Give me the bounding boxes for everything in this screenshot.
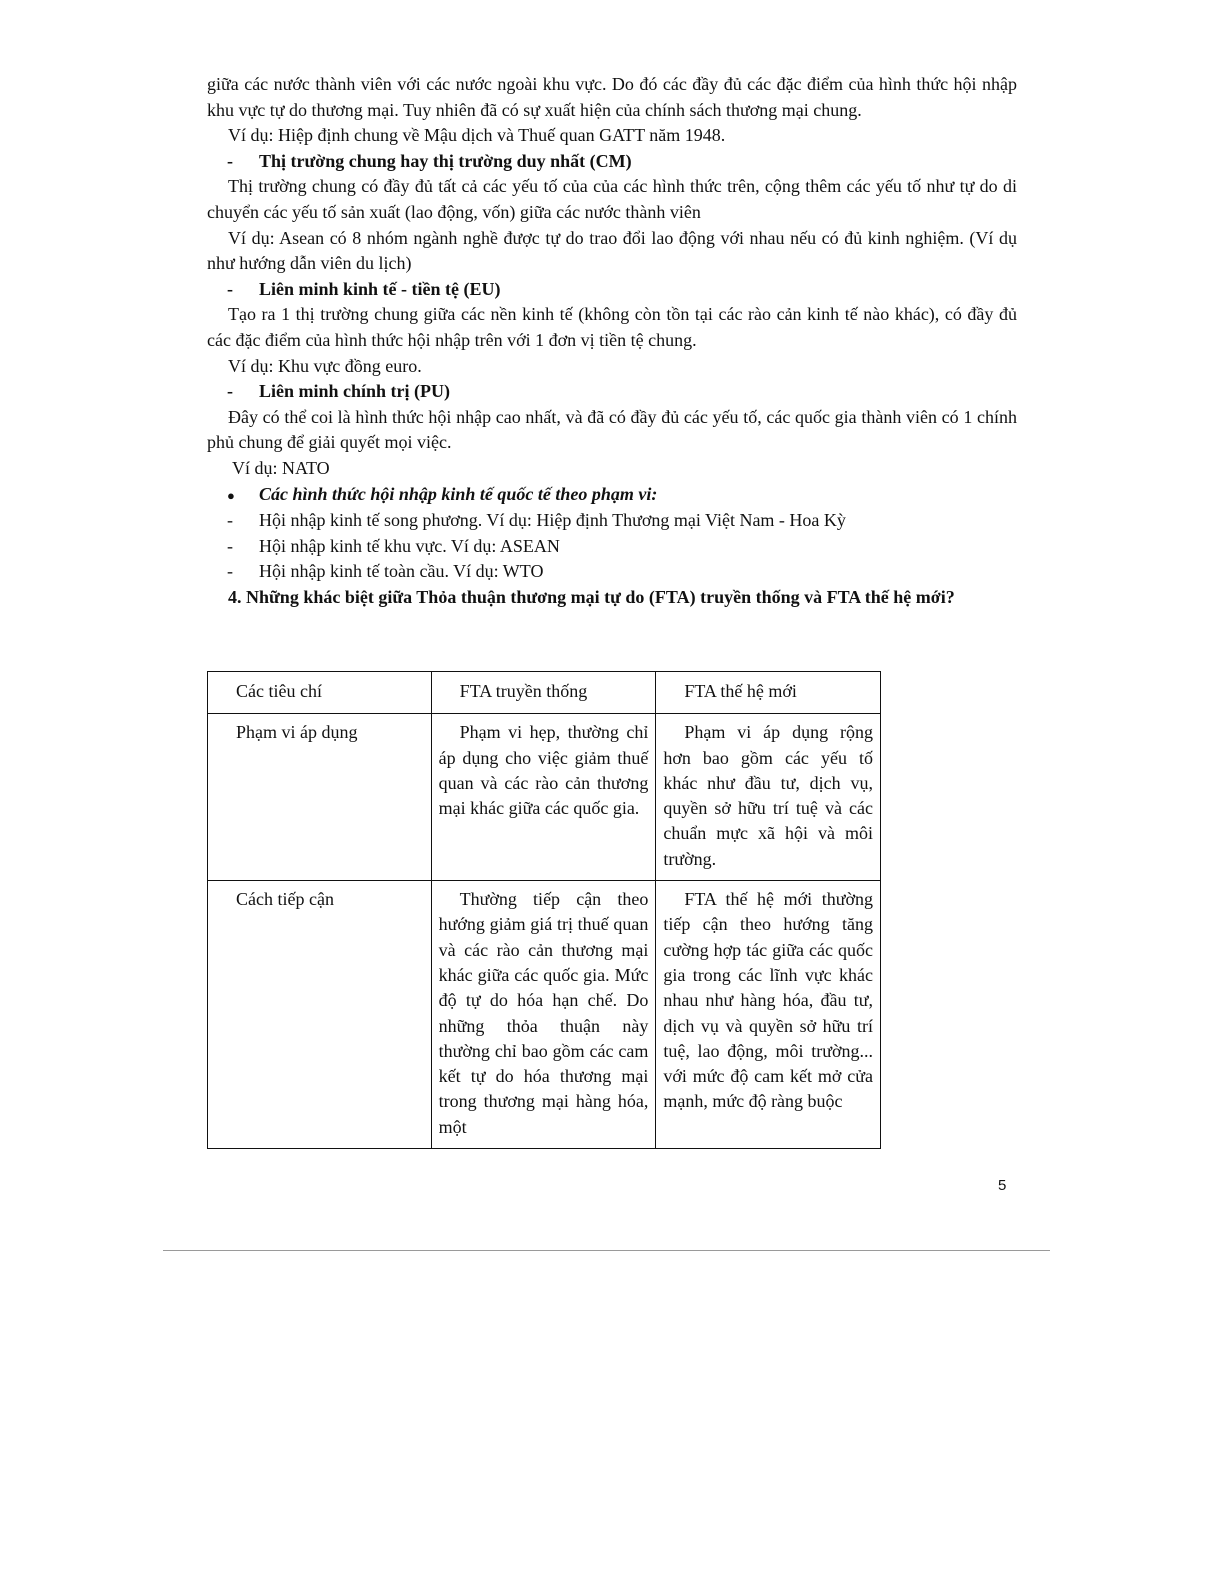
cell-text: Phạm vi áp dụng rộng hơn bao gồm các yếu tố khác như đầu tư, dịch vụ, quyền sở hữu trí tuệ và các chuẩn mực xã hội và môi trường. xyxy=(663,722,873,869)
list-item xyxy=(207,559,1017,585)
example-asean-labor: Ví dụ: Asean có 8 nhóm ngành nghề được tự do trao đổi lao động với nhau nếu có đủ kinh nghiệm. (Ví dụ như hướng dẫn viên du lịch) xyxy=(207,227,1017,274)
dash-marker: - xyxy=(227,150,233,171)
table-row xyxy=(208,881,881,1149)
heading-economic-union-text: Liên minh kinh tế - tiền tệ (EU) xyxy=(259,278,501,299)
list-item xyxy=(207,534,1017,560)
scope-item-regional: Hội nhập kinh tế khu vực. Ví dụ: ASEAN xyxy=(259,535,560,556)
dash-marker: - xyxy=(227,535,233,556)
example-gatt: Ví dụ: Hiệp định chung về Mậu dịch và Thuế quan GATT năm 1948. xyxy=(228,125,726,146)
fta-comparison-table xyxy=(207,671,881,1149)
scope-item-bilateral: Hội nhập kinh tế song phương. Ví dụ: Hiệp định Thương mại Việt Nam - Hoa Kỳ xyxy=(259,510,846,531)
paragraph-common-market: Thị trường chung có đầy đủ tất cả các yếu tố của của các hình thức trên, cộng thêm các yếu tố như tự do di chuyển các yếu tố sản xuất (lao động, vốn) giữa các nước thành viên xyxy=(207,176,1017,222)
row-scope-traditional xyxy=(431,714,656,881)
dash-marker: - xyxy=(227,278,233,299)
header-traditional-fta: FTA truyền thống xyxy=(431,672,656,714)
dash-marker: - xyxy=(227,561,233,582)
row-approach-new-gen xyxy=(656,881,881,1149)
table-header-row xyxy=(208,672,881,714)
paragraph-political-union: Đây có thể coi là hình thức hội nhập cao nhất, và đã có đầy đủ các yếu tố, các quốc gia thành viên có 1 chính phủ chung để giải quyết mọi việc. xyxy=(207,406,1017,453)
cell-text: FTA thế hệ mới thường tiếp cận theo hướng tăng cường hợp tác giữa các quốc gia trong các lĩnh vực khác nhau như hàng hóa, đầu tư, dịch vụ và quyền sở hữu trí tuệ, lao động, môi trường... với mức độ cam kết mở cửa mạnh, mức độ ràng buộc xyxy=(663,889,873,1112)
header-criteria: Các tiêu chí xyxy=(208,672,432,714)
question-4-heading: 4. Những khác biệt giữa Thỏa thuận thương mại tự do (FTA) truyền thống và FTA thế hệ mới? xyxy=(228,586,955,607)
heading-political-union-text: Liên minh chính trị (PU) xyxy=(259,381,451,402)
heading-common-market-text: Thị trường chung hay thị trường duy nhất (CM) xyxy=(259,150,632,171)
cell-text: Thường tiếp cận theo hướng giảm giá trị thuế quan và các rào cản thương mại khác giữa các quốc gia. Mức độ tự do hóa hạn chế. Do những thỏa thuận này thường chỉ bao gồm các cam kết tự do hóa thương mại trong thương mại hàng hóa, một xyxy=(438,889,649,1137)
list-item xyxy=(207,508,1017,534)
example-euro: Ví dụ: Khu vực đồng euro. xyxy=(228,355,422,376)
row-scope-criterion: Phạm vi áp dụng xyxy=(208,714,432,881)
heading-political-union xyxy=(207,379,1017,405)
header-new-gen-fta: FTA thế hệ mới xyxy=(656,672,881,714)
cell-text: Phạm vi hẹp, thường chỉ áp dụng cho việc giảm thuế quan và các rào cản thương mại khác giữa các quốc gia. xyxy=(438,722,649,819)
row-scope-new-gen xyxy=(656,714,881,881)
dash-marker: - xyxy=(227,510,233,531)
page-number: 5 xyxy=(998,1177,1007,1194)
example-nato: Ví dụ: NATO xyxy=(232,457,330,478)
table-row xyxy=(208,714,881,881)
bullet-dot-icon: ● xyxy=(227,487,235,503)
paragraph-economic-union: Tạo ra 1 thị trường chung giữa các nền kinh tế (không còn tồn tại các rào cản kinh tế nào khác), có đầy đủ các đặc điểm của hình thức hội nhập trên với 1 đơn vị tiền tệ chung. xyxy=(207,304,1017,350)
page-divider xyxy=(163,1250,1050,1251)
heading-economic-union xyxy=(207,277,1017,303)
row-approach-traditional xyxy=(431,881,656,1149)
heading-scope xyxy=(207,482,1017,509)
heading-common-market xyxy=(207,149,1017,175)
paragraph-customs-union-end: giữa các nước thành viên với các nước ngoài khu vực. Do đó các đầy đủ các đặc điểm của hình thức hội nhập khu vực tự do thương mại. Tuy nhiên đã có sự xuất hiện của chính sách thương mại chung. xyxy=(207,74,1017,120)
row-approach-criterion: Cách tiếp cận xyxy=(208,881,432,1149)
heading-scope-text: Các hình thức hội nhập kinh tế quốc tế theo phạm vi: xyxy=(259,483,658,504)
document-body xyxy=(207,72,1017,610)
scope-item-global: Hội nhập kinh tế toàn cầu. Ví dụ: WTO xyxy=(259,561,544,582)
dash-marker: - xyxy=(227,381,233,402)
